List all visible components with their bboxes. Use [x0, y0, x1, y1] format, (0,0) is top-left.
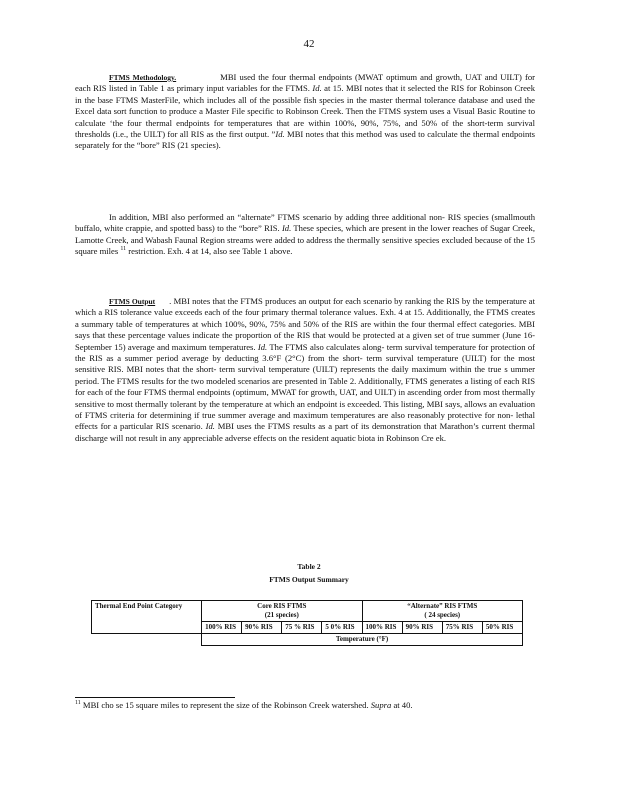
table-col-alt-50: 50% RIS — [482, 622, 522, 634]
table-col-core-100: 100% RIS — [202, 622, 242, 634]
table-col-alt-100: 100% RIS — [362, 622, 402, 634]
table-caption-title: FTMS Output Summary — [269, 575, 349, 584]
table-col-core-90: 90% RIS — [242, 622, 282, 634]
footnote: $^{11}$ MBI cho se 15 square miles to represent the size of the Robinson Creek watershed. Supra at 40. — [75, 700, 413, 710]
ftms-output-table — [91, 600, 523, 646]
table-col-core-75: 75 % RIS — [282, 622, 322, 634]
table-header-core: Core RIS FTMS (21 species) — [202, 601, 362, 622]
table-header-alternate: “Alternate” RIS FTMS ( 24 species) — [362, 601, 523, 622]
page-number: 42 — [303, 38, 315, 50]
table-col-core-50: 5 0% RIS — [322, 622, 362, 634]
table-caption-number: Table 2 — [297, 562, 321, 571]
footnote-ref: 11 — [120, 246, 127, 253]
paragraph-methodology: FTMS Methodology. MBI used the four thermal endpoints (MWAT optimum and growth, UAT and UILT) for each RIS listed in Table 1 as primary input variables for the FTMS. Id. at 15. MBI notes that it selected the RIS for Robinson Creek in the base FTMS MasterFile, which includes all of the possible fish species in the master thermal tolerance database and used the Excel data sort function to produce a Master File specific to Robinson Creek. Then the FTMS system uses a Visual Basic Routine to calculate ‘the four thermal endpoints for temperatures that are within 100%, 90%, 75%, and 50% of the short-term survival thresholds (i.e., the UILT) for all RIS as the first output. ”Id. MBI notes that this method was used to calculate the thermal endpoints separately for the “bore” RIS (21 species). — [75, 72, 536, 151]
heading-output: FTMS Output — [109, 297, 156, 306]
heading-methodology: FTMS Methodology. — [109, 73, 177, 82]
table-col-alt-90: 90% RIS — [402, 622, 442, 634]
footnote-separator — [75, 697, 235, 698]
table-col-alt-75: 75% RIS — [442, 622, 482, 634]
paragraph-output: FTMS Output . MBI notes that the FTMS produces an output for each scenario by ranking the RIS by the temperature at which a RIS tolerance value exceeds each of the four primary thermal tolerance values. Exh. 4 at 15. Additionally, the FTMS creates a summary table of temperatures at which 100%, 90%, 75% and 50% of the RIS are within the four thermal effect categories. MBI says that these percentage values indicate the proportion of the RIS that would be protected at a given set of true summer (June 16- September 15) average and maximum temperatures. Id. The FTMS also calculates along- term survival temperature for protection of the RIS as a summer period average by deducting 3.6°F (2°C) from the short- term survival temperature (UILT) for the most sensitive RIS. MBI notes that the short- term survival temperature (UILT) represents the daily maximum within the true s ummer period. The FTMS results for the two modeled scenarios are presented in Table 2. Additionally, FTMS generates a listing of each RIS for each of the four FTMS thermal endpoints (optimum, MWAT for growth, UAT, and UILT) in ascending order from most thermally sensitive to most thermally tolerant by the temperature at which an endpoint is exceeded. This listing, MBI says, allows an evaluation of FTMS criteria for determining if true summer average and maximum temperatures are also reasonably protective for non- lethal effects for a particular RIS scenario. Id. MBI uses the FTMS results as a part of its demonstration that Marathon’s current thermal discharge will not result in any appreciable adverse effects on the resident aquatic biota in Robinson Cre ek. — [75, 296, 536, 443]
footnote-marker: 11 — [75, 700, 81, 707]
table-units-row: Temperature (°F) — [202, 634, 523, 646]
paragraph-alternate: In addition, MBI also performed an “alternate” FTMS scenario by adding three additional non- RIS species (smallmouth buffalo, white crappie, and spotted bass) to the “bore” RIS. Id. These species, which are present in the lower reaches of Sugar Creek, Lamotte Creek, and Wabash Faunal Region streams were added to address the thermally sensitive species excluded because of the 15 square miles $^{11}$ restriction. Exh. 4 at 14, also see Table 1 above. — [75, 212, 535, 257]
table-header-category: Thermal End Point Category — [92, 601, 202, 634]
